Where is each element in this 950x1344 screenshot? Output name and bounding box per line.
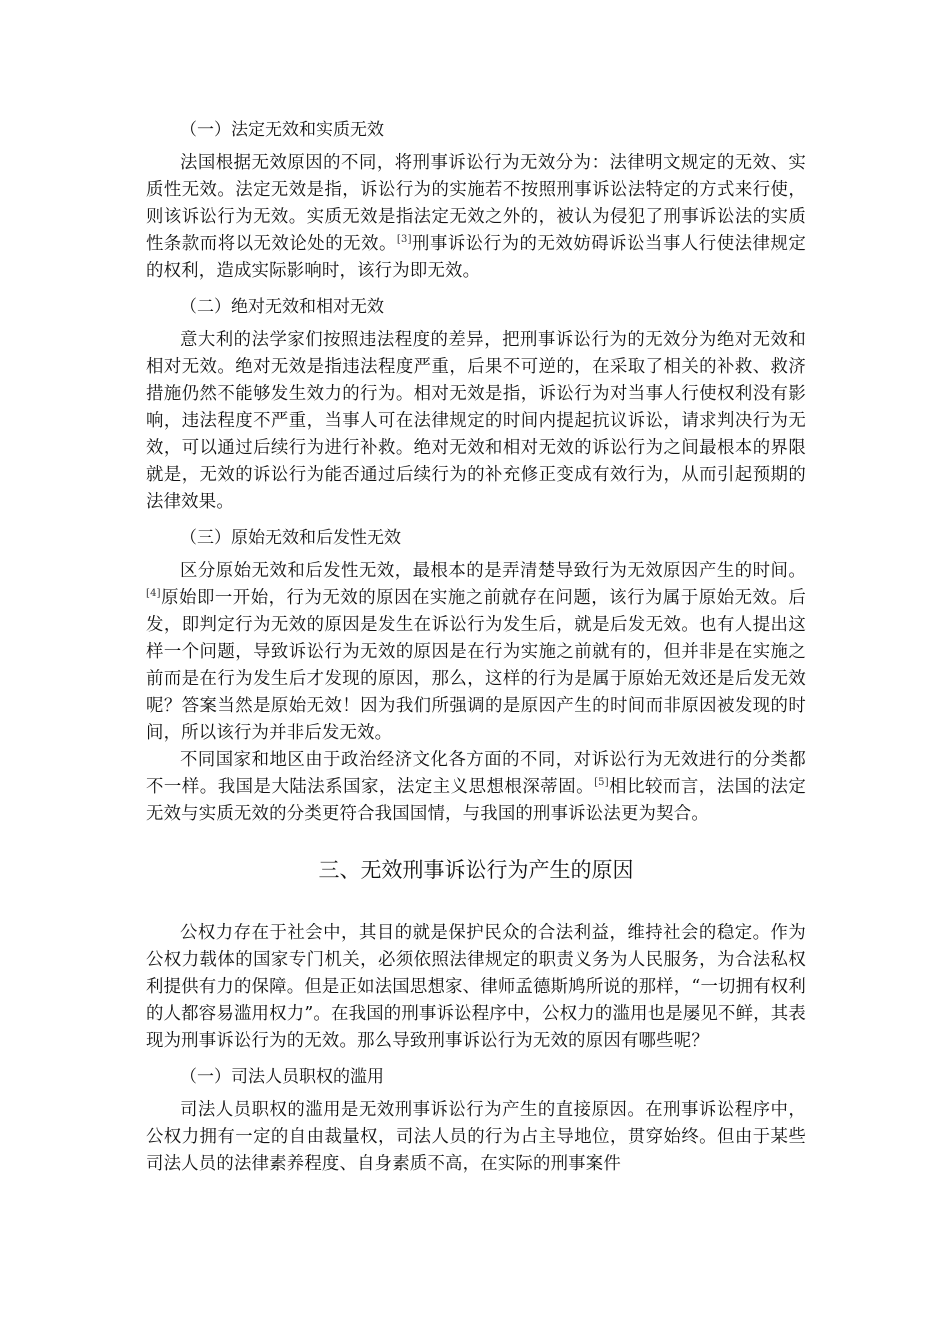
footnote-ref-5[interactable]: [5] — [594, 777, 609, 789]
paragraph-original-subsequent — [146, 558, 806, 747]
paragraph-comparison-text-a: 不同国家和地区由于政治经济文化各方面的不同，对诉讼行为无效进行的分类都不一样。我国是大陆法系国家，法定主义思想根深蒂固。 — [146, 750, 806, 797]
footnote-ref-3[interactable]: [3] — [396, 234, 412, 246]
paragraph-france — [146, 150, 806, 285]
subheading-absolute-relative: （二）绝对无效和相对无效 — [180, 297, 384, 317]
paragraph-france-text-a: 法国根据无效原因的不同，将刑事诉讼行为无效分为：法律明文规定的无效、实质性无效。法定无效是指，诉讼行为的实施若不按照刑事诉讼法特定的方式来行使，则该诉讼行为无效。实质无效是指法定无效之外的，被认为侵犯了刑事诉讼法的实质性条款而将以无效论处的无效。 — [146, 153, 806, 254]
footnote-ref-4[interactable]: [4] — [146, 588, 161, 600]
paragraph-public-power: 公权力存在于社会中，其目的就是保护民众的合法利益，维持社会的稳定。作为公权力载体的国家专门机关，必须依照法律规定的职责义务为人民服务，为合法私权利提供有力的保障。但是正如法国思想家、律师孟德斯鸠所说的那样，“一切拥有权利的人都容易滥用权力”。在我国的刑事诉讼程序中，公权力的滥用也是屡见不鲜，其表现为刑事诉讼行为的无效。那么导致刑事诉讼行为无效的原因有哪些呢？ — [146, 923, 806, 1051]
subheading-abuse-of-power: （一）司法人员职权的滥用 — [180, 1067, 384, 1087]
paragraph-original-text-a: 区分原始无效和后发性无效，最根本的是弄清楚导致行为无效原因产生的时间。 — [180, 561, 806, 581]
subheading-original-subsequent: （三）原始无效和后发性无效 — [180, 528, 401, 548]
paragraph-comparison-text-b: 相比较而言，法国的法定无效与实质无效的分类更符合我国国情，与我国的刑事诉讼法更为契合。 — [146, 777, 806, 824]
paragraph-original-text-b: 原始即一开始，行为无效的原因在实施之前就存在问题，该行为属于原始无效。后发，即判定行为无效的原因是发生在诉讼行为发生后，就是后发无效。也有人提出这样一个问题，导致诉讼行为无效的原因是在行为实施之前就有的，但并非是在实施之前而是在行为发生后才发现的原因，那么，这样的行为是属于原始无效还是后发无效呢？答案当然是原始无效！因为我们所强调的是原因产生的时间而非原因被发现的时间，所以该行为并非后发无效。 — [146, 588, 806, 743]
paragraph-abuse-of-power: 司法人员职权的滥用是无效刑事诉讼行为产生的直接原因。在刑事诉讼程序中，公权力拥有一定的自由裁量权，司法人员的行为占主导地位，贯穿始终。但由于某些司法人员的法律素养程度、自身素质不高，在实际的刑事案件 — [146, 1100, 806, 1174]
document-page — [146, 118, 806, 1178]
chapter-title: 三、无效刑事诉讼行为产生的原因 — [318, 858, 634, 882]
paragraph-france-text-b: 刑事诉讼行为的无效妨碍诉讼当事人行使法律规定的权利，造成实际影响时，该行为即无效。 — [146, 234, 806, 281]
paragraph-comparison — [146, 747, 806, 828]
subheading-statutory-substantive: （一）法定无效和实质无效 — [180, 120, 384, 140]
paragraph-italy: 意大利的法学家们按照违法程度的差异，把刑事诉讼行为的无效分为绝对无效和相对无效。绝对无效是指违法程度严重，后果不可逆的，在采取了相关的补救、救济措施仍然不能够发生效力的行为。相对无效是指，诉讼行为对当事人行使权利没有影响，违法程度不严重，当事人可在法律规定的时间内提起抗议诉讼，请求判决行为无效，可以通过后续行为进行补救。绝对无效和相对无效的诉讼行为之间最根本的界限就是，无效的诉讼行为能否通过后续行为的补充修正变成有效行为，从而引起预期的法律效果。 — [146, 330, 806, 512]
